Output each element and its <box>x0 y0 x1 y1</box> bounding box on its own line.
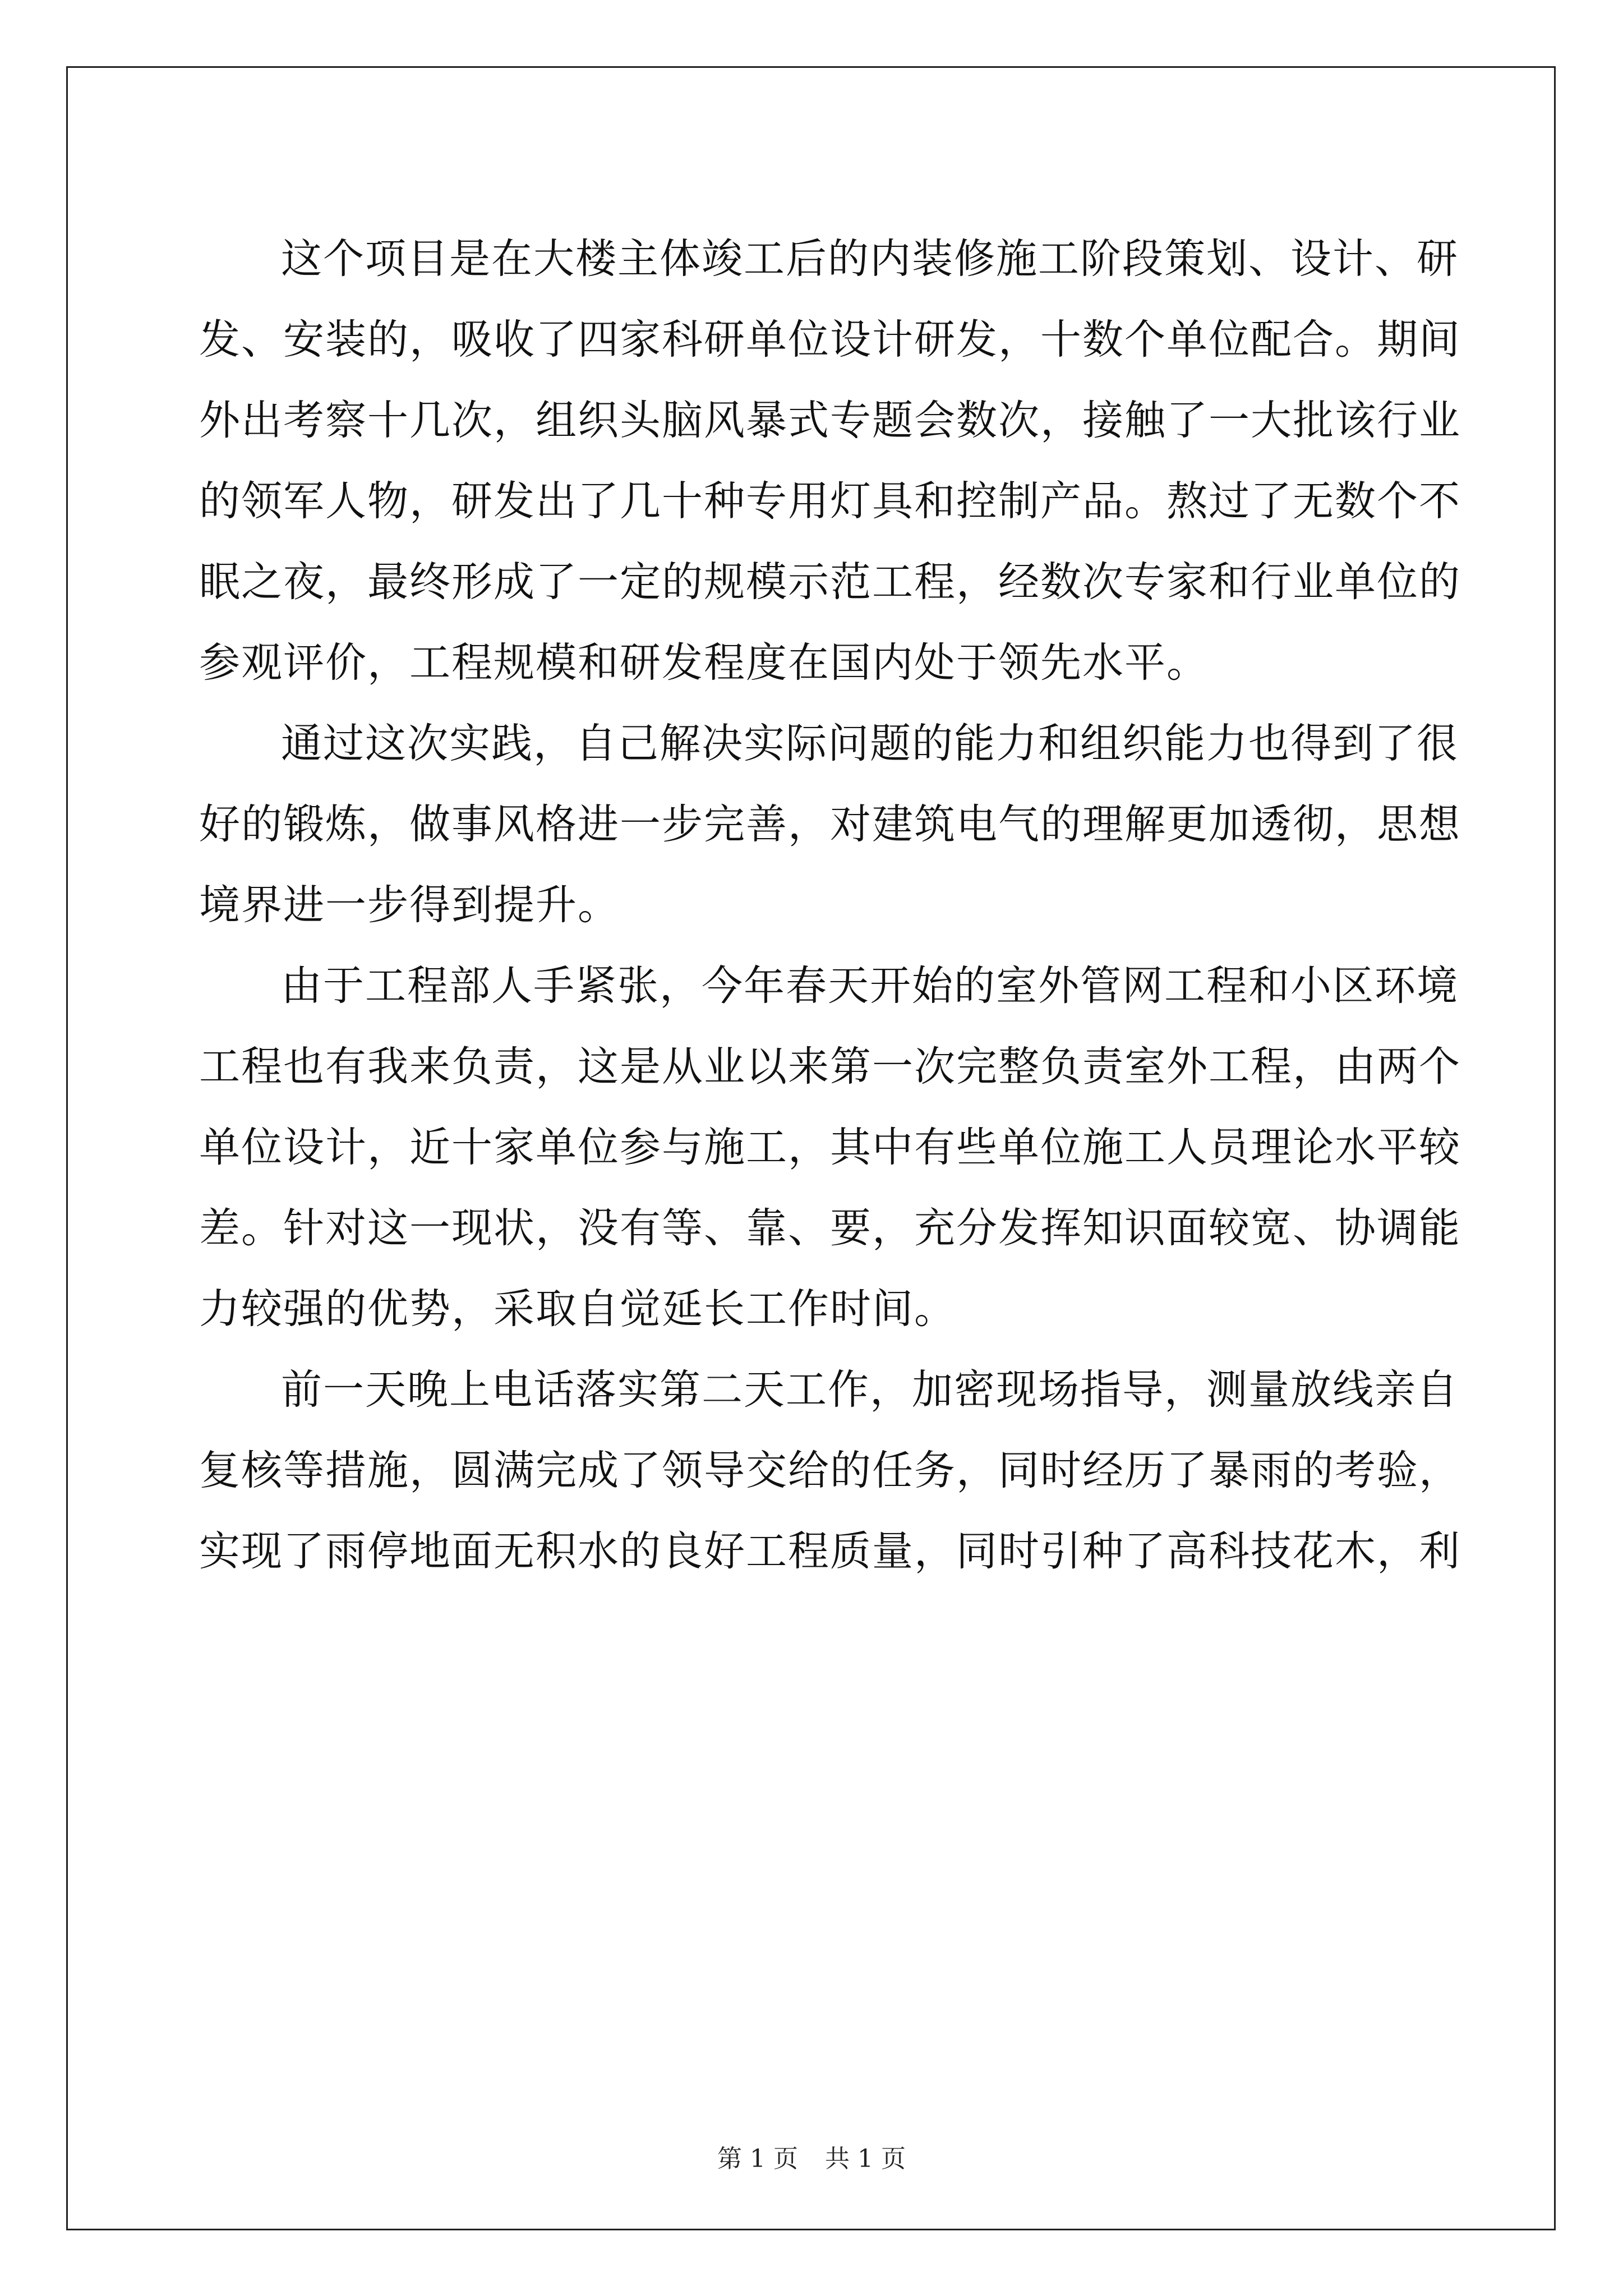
document-body <box>199 219 1461 1592</box>
page-number: 第 1 页 <box>717 2145 798 2173</box>
text-line: 眠之夜，最终形成了一定的规模示范工程，经数次专家和行业单位的 <box>199 558 1461 606</box>
paragraph-3 <box>199 946 1461 1350</box>
total-pages: 共 1 页 <box>825 2145 906 2173</box>
text-line: 前一天晚上电话落实第二天工作，加密现场指导，测量放线亲自 <box>281 1366 1459 1414</box>
text-line: 境界进一步得到提升。 <box>199 881 620 929</box>
text-line: 差。针对这一现状，没有等、靠、要，充分发挥知识面较宽、协调能 <box>199 1204 1461 1252</box>
text-line: 的领军人物，研发出了几十种专用灯具和控制产品。熬过了无数个不 <box>199 477 1461 525</box>
text-line: 这个项目是在大楼主体竣工后的内装修施工阶段策划、设计、研 <box>281 235 1459 283</box>
paragraph-1 <box>199 219 1461 703</box>
text-line: 发、安装的，吸收了四家科研单位设计研发，十数个单位配合。期间 <box>199 316 1461 364</box>
text-line: 好的锻炼，做事风格进一步完善，对建筑电气的理解更加透彻，思想 <box>199 800 1461 848</box>
text-line: 外出考察十几次，组织头脑风暴式专题会数次，接触了一大批该行业 <box>199 397 1461 444</box>
text-line: 参观评价，工程规模和研发程度在国内处于领先水平。 <box>199 639 1209 687</box>
text-line: 单位设计，近十家单位参与施工，其中有些单位施工人员理论水平较 <box>199 1124 1461 1171</box>
paragraph-4 <box>199 1350 1461 1592</box>
text-line: 复核等措施，圆满完成了领导交给的任务，同时经历了暴雨的考验， <box>199 1447 1461 1494</box>
paragraph-2 <box>199 703 1461 946</box>
page-footer <box>0 2138 1623 2174</box>
text-line: 由于工程部人手紧张，今年春天开始的室外管网工程和小区环境 <box>281 962 1459 1010</box>
text-line: 实现了雨停地面无积水的良好工程质量，同时引种了高科技花木，利 <box>199 1527 1461 1575</box>
text-line: 工程也有我来负责，这是从业以来第一次完整负责室外工程，由两个 <box>199 1043 1461 1091</box>
text-line: 通过这次实践，自己解决实际问题的能力和组织能力也得到了很 <box>281 720 1459 767</box>
text-line: 力较强的优势，采取自觉延长工作时间。 <box>199 1285 956 1333</box>
